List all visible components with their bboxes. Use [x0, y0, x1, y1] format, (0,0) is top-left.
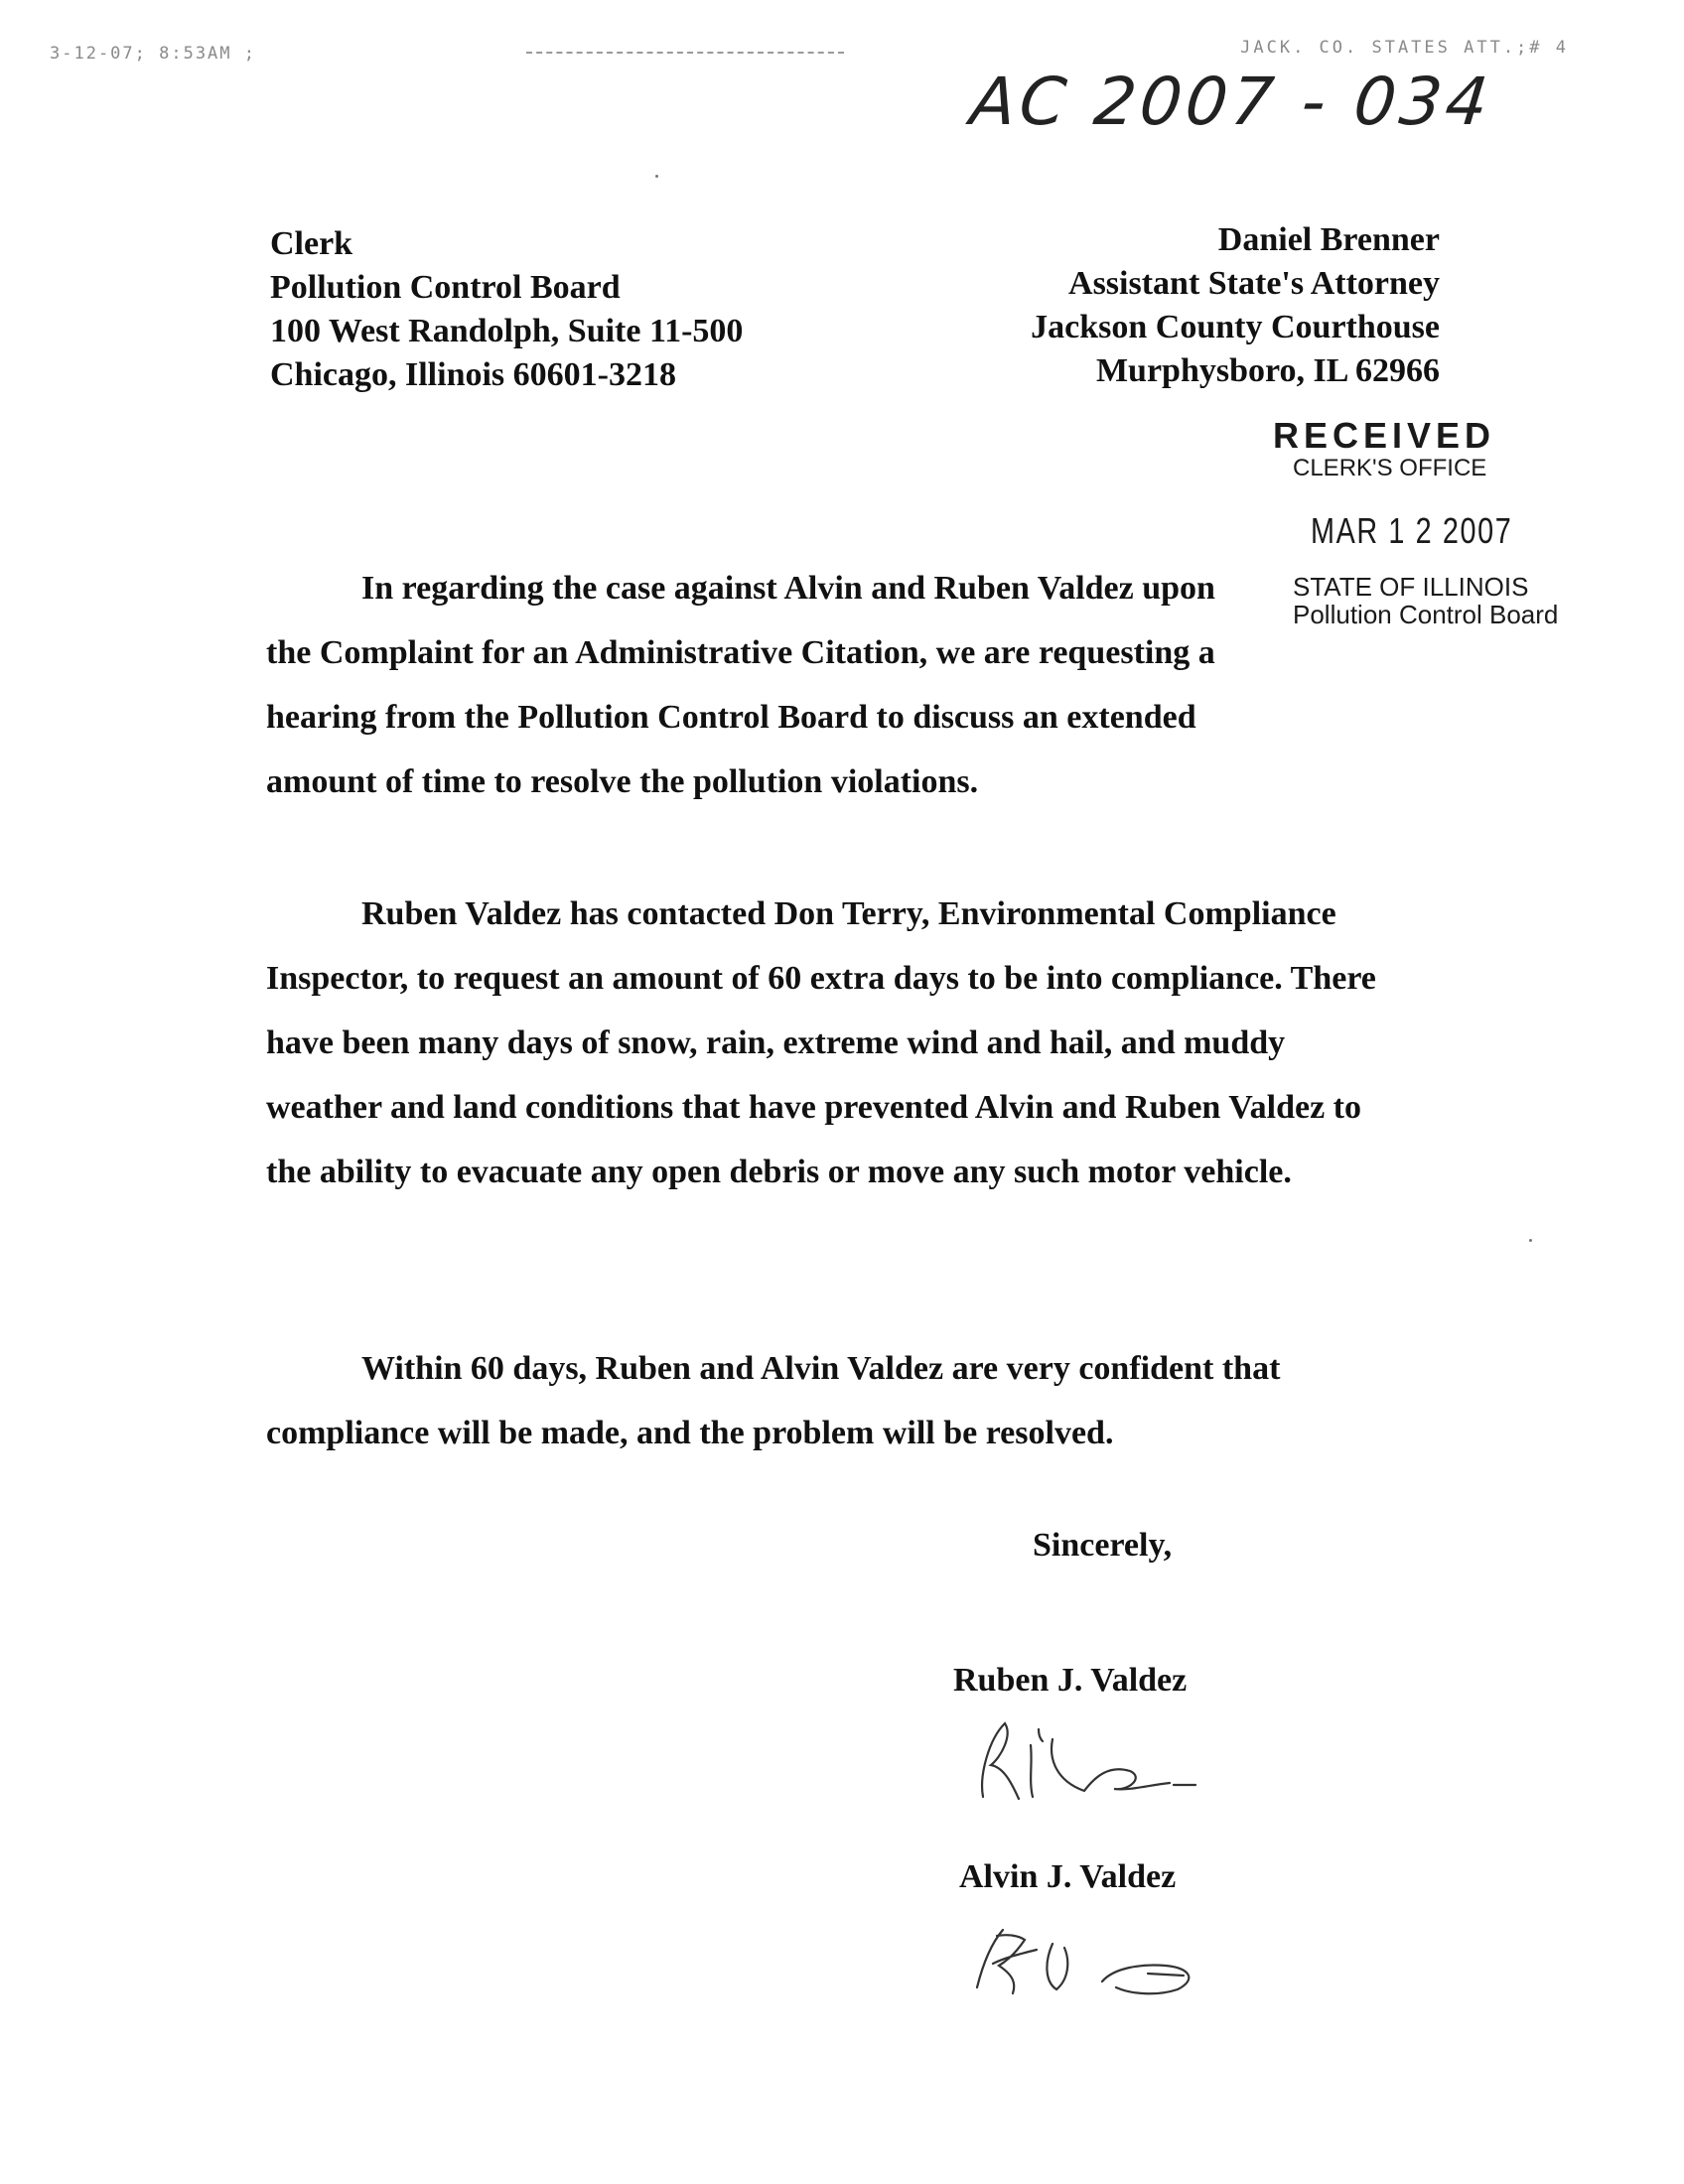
signer-name: Ruben J. Valdez [953, 1662, 1188, 1699]
scan-speck [1529, 1239, 1532, 1242]
body-paragraph: Ruben Valdez has contacted Don Terry, Environmental Compliance Inspector, to request an amount of 60 extra days to be into compliance. There have been many days of snow, rain, extreme wind and hail, and muddy weather and land conditions that have prevented Alvin and Ruben Valdez to the ability to evacuate any open debris or move any such motor vehicle. [266, 895, 1376, 1190]
signature-ruben [961, 1706, 1209, 1815]
body-paragraph: In regarding the case against Alvin and Ruben Valdez upon the Complaint for an Administrative Citation, we are requesting a hearing from the Pollution Control Board to discuss an extended amount of time to resolve the pollution violations. [266, 570, 1215, 800]
stamp-office: CLERK'S OFFICE [1293, 455, 1487, 481]
stamp-received: RECEIVED [1273, 415, 1496, 456]
closing: Sincerely, [1033, 1527, 1173, 1564]
stamp-board: Pollution Control Board [1293, 600, 1559, 629]
sender-line: Assistant State's Attorney [1068, 265, 1440, 302]
sender-line: Daniel Brenner [1217, 221, 1440, 258]
fax-header-dashes [526, 52, 844, 54]
stamp-date: MAR 1 2 2007 [1311, 510, 1513, 551]
scan-speck [655, 175, 658, 178]
sender-address [953, 218, 1440, 393]
case-number-handwritten: AC 2007 - 034 [966, 64, 1495, 140]
received-stamp [1261, 415, 1599, 633]
recipient-line: 100 West Randolph, Suite 11-500 [270, 313, 744, 349]
recipient-address [270, 222, 743, 397]
signature-alvin [953, 1908, 1251, 2017]
sender-line: Murphysboro, IL 62966 [1095, 352, 1440, 389]
recipient-line: Pollution Control Board [270, 269, 621, 306]
fax-header-sender: JACK. CO. STATES ATT.;# 4 [1240, 38, 1569, 58]
recipient-line: Chicago, Illinois 60601-3218 [270, 356, 676, 393]
sender-line: Jackson County Courthouse [1031, 309, 1440, 345]
body-paragraph: Within 60 days, Ruben and Alvin Valdez are very confident that compliance will be made, and the problem will be resolved. [266, 1350, 1281, 1451]
signer-name: Alvin J. Valdez [959, 1858, 1177, 1895]
recipient-line: Clerk [270, 225, 353, 262]
stamp-state: STATE OF ILLINOIS [1293, 572, 1529, 602]
fax-header-timestamp: 3-12-07; 8:53AM ; [50, 44, 256, 64]
